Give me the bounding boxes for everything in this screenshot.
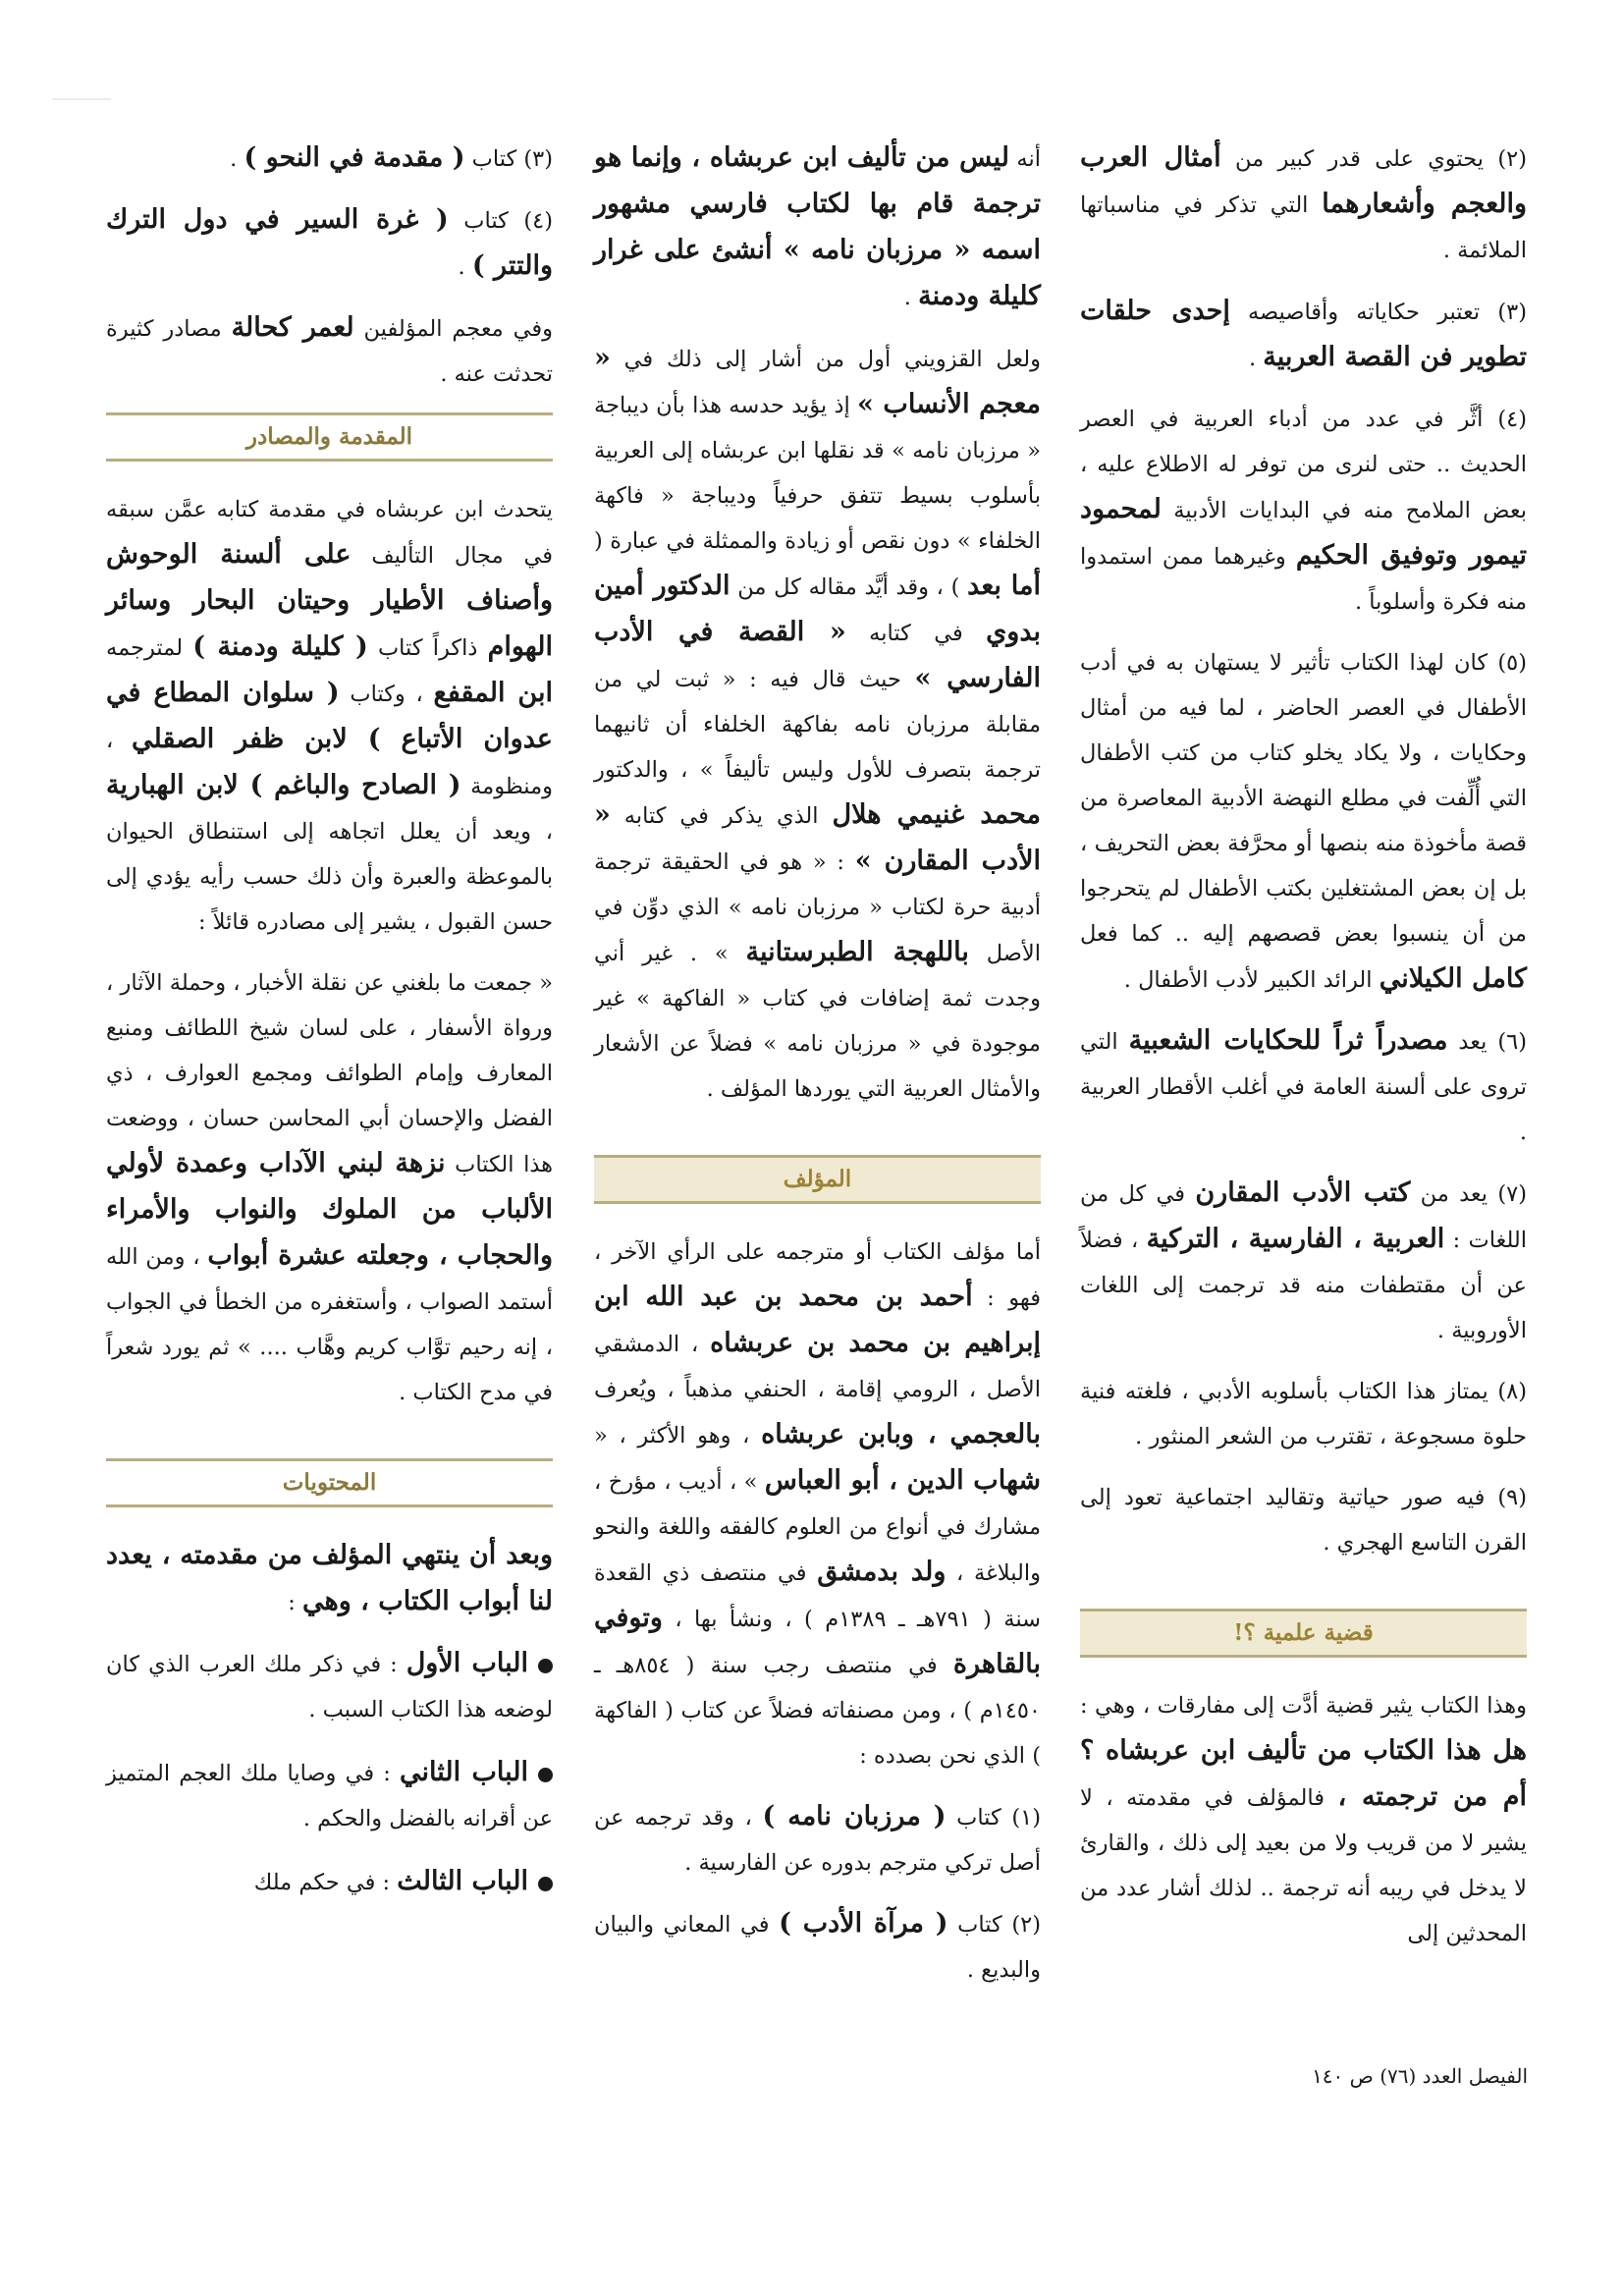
section-heading-scientific-issue: قضية علمية ؟!	[1080, 1609, 1527, 1658]
text-run: مصادر كثيرة تحدثت عنه .	[106, 316, 553, 387]
text-run: (٥) كان لهذا الكتاب تأثير لا يستهان به في أدب الأطفال في العصر الحاضر ، لما فيه من أمثال وحكايات ، ولا يكاد يخلو كتاب من كتب الأطفال التي أُلِّفت في مطلع النهضة الأدبية المعاصرة من قصة مأخوذة منه بنصها أو محرَّفة بعض التحريف ، بل إن بعض المشتغلين بكتب الأطفال لم يتحرجوا من أن ينسبوا بعض قصصهم إليه .. كما فعل	[1080, 650, 1527, 947]
text-run: ) ، وقد أيَّد مقاله كل من	[730, 574, 968, 600]
text-run: وغيرهما ممن استمدوا منه فكرة وأسلوباً .	[1080, 544, 1527, 615]
text-run: إذ يؤيد حدسه هذا بأن ديباجة « مرزبان نامه » قد نقلها ابن عربشاه إلى العربية بأسلوب بسيط تتفق حرفياً وديباجة « فاكهة الخلفاء » دون نقص أو زيادة والممثلة في عبارة (	[594, 393, 1041, 554]
bold-text-run: ( مقدمة في النحو )	[243, 142, 465, 173]
paragraph	[1080, 1018, 1527, 1155]
bold-text-run: على ألسنة الوحوش وأصناف الأطيار وحيتان البحار وسائر الهوام	[106, 539, 553, 662]
text-run: ، وكتاب	[339, 682, 434, 707]
text-run: التي تذكر في مناسباتها الملائمة .	[1080, 192, 1527, 263]
paragraph	[1080, 1683, 1527, 1956]
bold-text-run: أحمد بن محمد بن عبد الله ابن إبراهيم بن محمد بن عربشاه	[594, 1282, 1041, 1358]
text-run: فالمؤلف في مقدمته ، لا يشير لا من قريب ولا من بعيد إلى ذلك ، والقارئ لا يدخل في ريبه أنه ترجمة .. لذلك أشار عدد من المحدثين إلى	[1080, 1785, 1527, 1946]
text-run: (١) كتاب	[946, 1805, 1041, 1831]
bold-text-run: مصدراً ثراً للحكايات الشعبية	[1128, 1025, 1448, 1056]
text-run: في كل من اللغات :	[1080, 1181, 1527, 1253]
text-run: وهذا الكتاب يثير قضية أدَّت إلى مفارقات ، وهي :	[1080, 1693, 1527, 1719]
right-column	[1080, 136, 1527, 1972]
text-run: : في وصايا ملك العجم المتميز عن أقرانه بالفضل والحكم .	[106, 1761, 553, 1831]
paragraph	[106, 136, 553, 182]
bold-text-run: محمد غنيمي هلال	[832, 799, 1041, 830]
section-heading-author: المؤلف	[594, 1155, 1041, 1204]
bold-text-run: ( كليلة ودمنة )	[192, 631, 368, 662]
chapter-item	[106, 1641, 553, 1732]
bold-text-run: « القصة في الأدب الفارسي »	[594, 617, 1041, 693]
right-section-paragraphs	[1080, 1683, 1527, 1956]
paragraph	[106, 960, 553, 1415]
paragraph	[106, 197, 553, 290]
bold-text-run: إحدى حلقات تطوير فن القصة العربية	[1080, 296, 1527, 372]
bold-text-run: « الأدب المقارن »	[594, 799, 1041, 876]
text-run: (٧) يعد من	[1410, 1181, 1527, 1207]
bold-text-run: الباب الأول	[406, 1648, 528, 1678]
text-run: : « هو في الحقيقة ترجمة أدبية حرة لكتاب « مرزبان نامه » الذي دوِّن في الأصل	[594, 849, 1041, 966]
text-run: ، فضلاً عن أن مقتطفات منه قد ترجمت إلى اللغات الأوروبية .	[1080, 1228, 1527, 1343]
bold-text-run: العربية ، الفارسية ، التركية	[1146, 1224, 1445, 1254]
text-run: .	[458, 254, 472, 280]
right-paragraphs	[1080, 136, 1527, 1565]
left-section1-paragraphs	[106, 487, 553, 1415]
bold-text-run: لعمر كحالة	[231, 312, 354, 343]
bullet-dot-icon	[538, 1768, 553, 1782]
chapter-item	[106, 1859, 553, 1905]
bold-text-run: ( مرزبان نامه )	[762, 1801, 947, 1831]
paragraph	[1080, 1369, 1527, 1459]
bold-text-run: وبعد أن ينتهي المؤلف من مقدمته ، يعدد لنا أبواب الكتاب ، وهي	[106, 1540, 553, 1616]
bold-text-run: ( الصادح والباغم ) لابن الهبارية	[106, 770, 461, 800]
text-run: الرائد الكبير لأدب الأطفال .	[1123, 967, 1380, 993]
text-run: ، ومنظومة	[106, 728, 553, 799]
text-run: الذي يذكر في كتابه	[610, 803, 833, 829]
bold-text-run: ( سلوان المطاع في عدوان الأتباع ) لابن ظفر الصقلي	[106, 678, 553, 754]
bold-text-run: بالعجمي ، وبابن عربشاه	[761, 1419, 1042, 1449]
text-run: .	[903, 285, 919, 310]
text-run: في منتصف رجب سنة ( ٨٥٤هـ ـ ١٤٥٠م ) ، ومن مصنفاته فضلاً عن كتاب ( الفاكهة ) الذي نحن بصدده :	[594, 1653, 1041, 1769]
text-run: (٦) يعد	[1447, 1029, 1527, 1055]
paragraph	[106, 1533, 553, 1625]
chapter-item	[106, 1750, 553, 1841]
text-run: ، وقد ترجمه عن أصل تركي مترجم بدوره عن الفارسية .	[594, 1805, 1041, 1876]
page-edge-mark	[52, 98, 111, 100]
left-section2-intro	[106, 1533, 553, 1625]
text-run: » . غير أني وجدت ثمة إضافات في كتاب « الفاكهة » غير موجودة في « مرزبان نامه » فضلاً عن الأشعار والأمثال العربية التي يوردها المؤلف .	[594, 941, 1041, 1102]
text-run: التي تروى على ألسنة العامة في أغلب الأقطار العربية .	[1080, 1029, 1527, 1145]
bold-text-run: أما بعد	[967, 571, 1042, 601]
text-run: : في حكم ملك	[253, 1870, 398, 1895]
middle-section-paragraphs	[594, 1230, 1041, 1993]
bold-text-run: الباب الثالث	[397, 1866, 528, 1896]
middle-column	[594, 136, 1041, 2008]
text-run: ، ومن الله أستمد الصواب ، وأستغفره من الخطأ في الجواب ، إنه رحيم توَّاب كريم وهَّاب .... » ثم يورد شعراً في مدح الكتاب .	[106, 1244, 553, 1405]
text-run: : في ذكر ملك العرب الذي كان لوضعه هذا الكتاب السبب .	[106, 1652, 553, 1722]
text-run: في المعاني والبيان والبديع .	[594, 1912, 1041, 1983]
bold-text-run: الدكتور أمين بدوي	[594, 571, 1041, 647]
text-run: حيث قال فيه : « ثبت لي من مقابلة مرزبان نامه بفاكهة الخلفاء أن ثانيهما ترجمة بتصرف للأول وليس تأليفاً » ، والدكتور	[594, 667, 1041, 783]
paragraph	[1080, 289, 1527, 381]
paragraph	[106, 487, 553, 945]
chapter-list	[106, 1641, 553, 1905]
paragraph	[1080, 136, 1527, 273]
text-run: (٣) كتاب	[464, 146, 553, 172]
text-run: (٩) فيه صور حياتية وتقاليد اجتماعية تعود إلى القرن التاسع الهجري .	[1080, 1485, 1527, 1556]
paragraph	[594, 336, 1041, 1112]
bold-text-run: هل هذا الكتاب من تأليف ابن عربشاه ؟ أم من ترجمته ،	[1080, 1735, 1527, 1812]
text-run: .	[230, 146, 244, 172]
text-run: ، وهو الأكثر ، «	[594, 1423, 762, 1449]
bold-text-run: ( مرآة الأدب )	[779, 1908, 948, 1939]
paragraph	[1080, 1171, 1527, 1353]
text-run: (٢) كتاب	[947, 1912, 1041, 1938]
paragraph	[594, 1901, 1041, 1993]
text-run: ، الدمشقي الأصل ، الرومي إقامة ، الحنفي مذهباً ، ويُعرف	[594, 1332, 1041, 1402]
left-column	[106, 136, 553, 1923]
bold-text-run: باللهجة الطبرستانية	[745, 937, 969, 967]
bold-text-run: ليس من تأليف ابن عربشاه ، وإنما هو ترجمة قام بها لكتاب فارسي مشهور اسمه « مرزبان نامه » أنشئ على غرار كليلة ودمنة	[594, 142, 1041, 311]
text-run: ولعل القزويني أول من أشار إلى ذلك في	[610, 347, 1041, 372]
left-paragraphs	[106, 136, 553, 397]
bold-text-run: نزهة لبني الآداب وعمدة لأولي الألباب من الملوك والنواب والأمراء والحجاب ، وجعلته عشرة أبواب	[106, 1148, 553, 1271]
text-run: في منتصف ذي القعدة سنة ( ٧٩١هـ ـ ١٣٨٩م ) ، ونشأ بها ،	[594, 1560, 1041, 1632]
bold-text-run: ( غرة السير في دول الترك والتتر )	[106, 204, 553, 281]
section-heading-contents: المحتويات	[106, 1458, 553, 1507]
page-footer: الفيصل العدد (٧٦) ص ١٤٠	[1312, 2064, 1528, 2088]
text-run: (٣) تعتبر حكاياته وأقاصيصه	[1229, 300, 1527, 325]
text-run: » ، أديب ، مؤرخ ، مشارك في أنواع من العلوم كالفقه واللغة والنحو والبلاغة ،	[594, 1469, 1041, 1586]
text-run: ، ويعد أن يعلل اتجاهه إلى استنطاق الحيوان بالموعظة والعبرة وأن ذلك حسب رأيه يؤدي إلى حسن القبول ، يشير إلى مصادره قائلاً :	[106, 819, 553, 935]
text-run: ذاكراً كتاب	[367, 635, 488, 661]
paragraph	[594, 1230, 1041, 1778]
text-run: أنه	[1008, 146, 1041, 172]
text-run: وفي معجم المؤلفين	[353, 316, 553, 342]
text-run: « جمعت ما بلغني عن نقلة الأخبار ، وحملة الآثار ، ورواة الأسفار ، على لسان شيخ اللطائف ومنبع المعارف وإمام الطوائف ومجمع العوارف ، ذي الفضل والإحسان أبي المحاسن حسان ، ووضعت هذا الكتاب	[106, 970, 554, 1177]
text-run: لمترجمه	[106, 635, 193, 661]
text-run: .	[1248, 346, 1264, 371]
bold-text-run: ولد بدمشق	[817, 1557, 947, 1587]
paragraph	[594, 1794, 1041, 1886]
text-run: في كتابه	[845, 621, 987, 646]
text-run: (٢) يحتوي على قدر كبير من	[1220, 146, 1527, 172]
bold-text-run: الباب الثاني	[399, 1757, 528, 1787]
bullet-dot-icon	[538, 1659, 553, 1673]
bold-text-run: أمثال العرب والعجم وأشعارهما	[1080, 142, 1527, 219]
bold-text-run: وتوفي بالقاهرة	[594, 1603, 1041, 1679]
section-heading-intro-sources: المقدمة والمصادر	[106, 412, 553, 462]
text-run: يتحدث ابن عربشاه في مقدمة كتابه عمَّن سبقه في مجال التأليف	[106, 497, 553, 569]
bold-text-run: « معجم الأنساب »	[594, 343, 1041, 419]
bold-text-run: كامل الكيلاني	[1379, 963, 1527, 994]
text-run: (٤) كتاب	[448, 208, 553, 234]
bold-text-run: لمحمود تيمور وتوفيق الحكيم	[1080, 494, 1527, 571]
bold-text-run: ابن المقفع	[433, 678, 553, 708]
paragraph	[1080, 640, 1527, 1003]
middle-paragraphs	[594, 136, 1041, 1112]
bold-text-run: شهاب الدين ، أبو العباس	[764, 1465, 1042, 1496]
paragraph	[106, 305, 553, 397]
paragraph	[594, 136, 1041, 320]
bullet-dot-icon	[538, 1877, 553, 1891]
bold-text-run: كتب الأدب المقارن	[1195, 1177, 1411, 1208]
paragraph	[1080, 1475, 1527, 1565]
text-run: (٤) أثَّر في عدد من أدباء العربية في العصر الحديث .. حتى لنرى من توفر له الاطلاع عليه ، بعض الملامح منه في البدايات الأدبية	[1080, 407, 1527, 523]
paragraph	[1080, 397, 1527, 625]
text-run: أما مؤلف الكتاب أو مترجمه على الرأي الآخر ، فهو :	[594, 1239, 1042, 1311]
text-run: :	[288, 1590, 302, 1615]
text-run: (٨) يمتاز هذا الكتاب بأسلوبه الأدبي ، فلغته فنية حلوة مسجوعة ، تقترب من الشعر المنثور .	[1080, 1379, 1527, 1449]
